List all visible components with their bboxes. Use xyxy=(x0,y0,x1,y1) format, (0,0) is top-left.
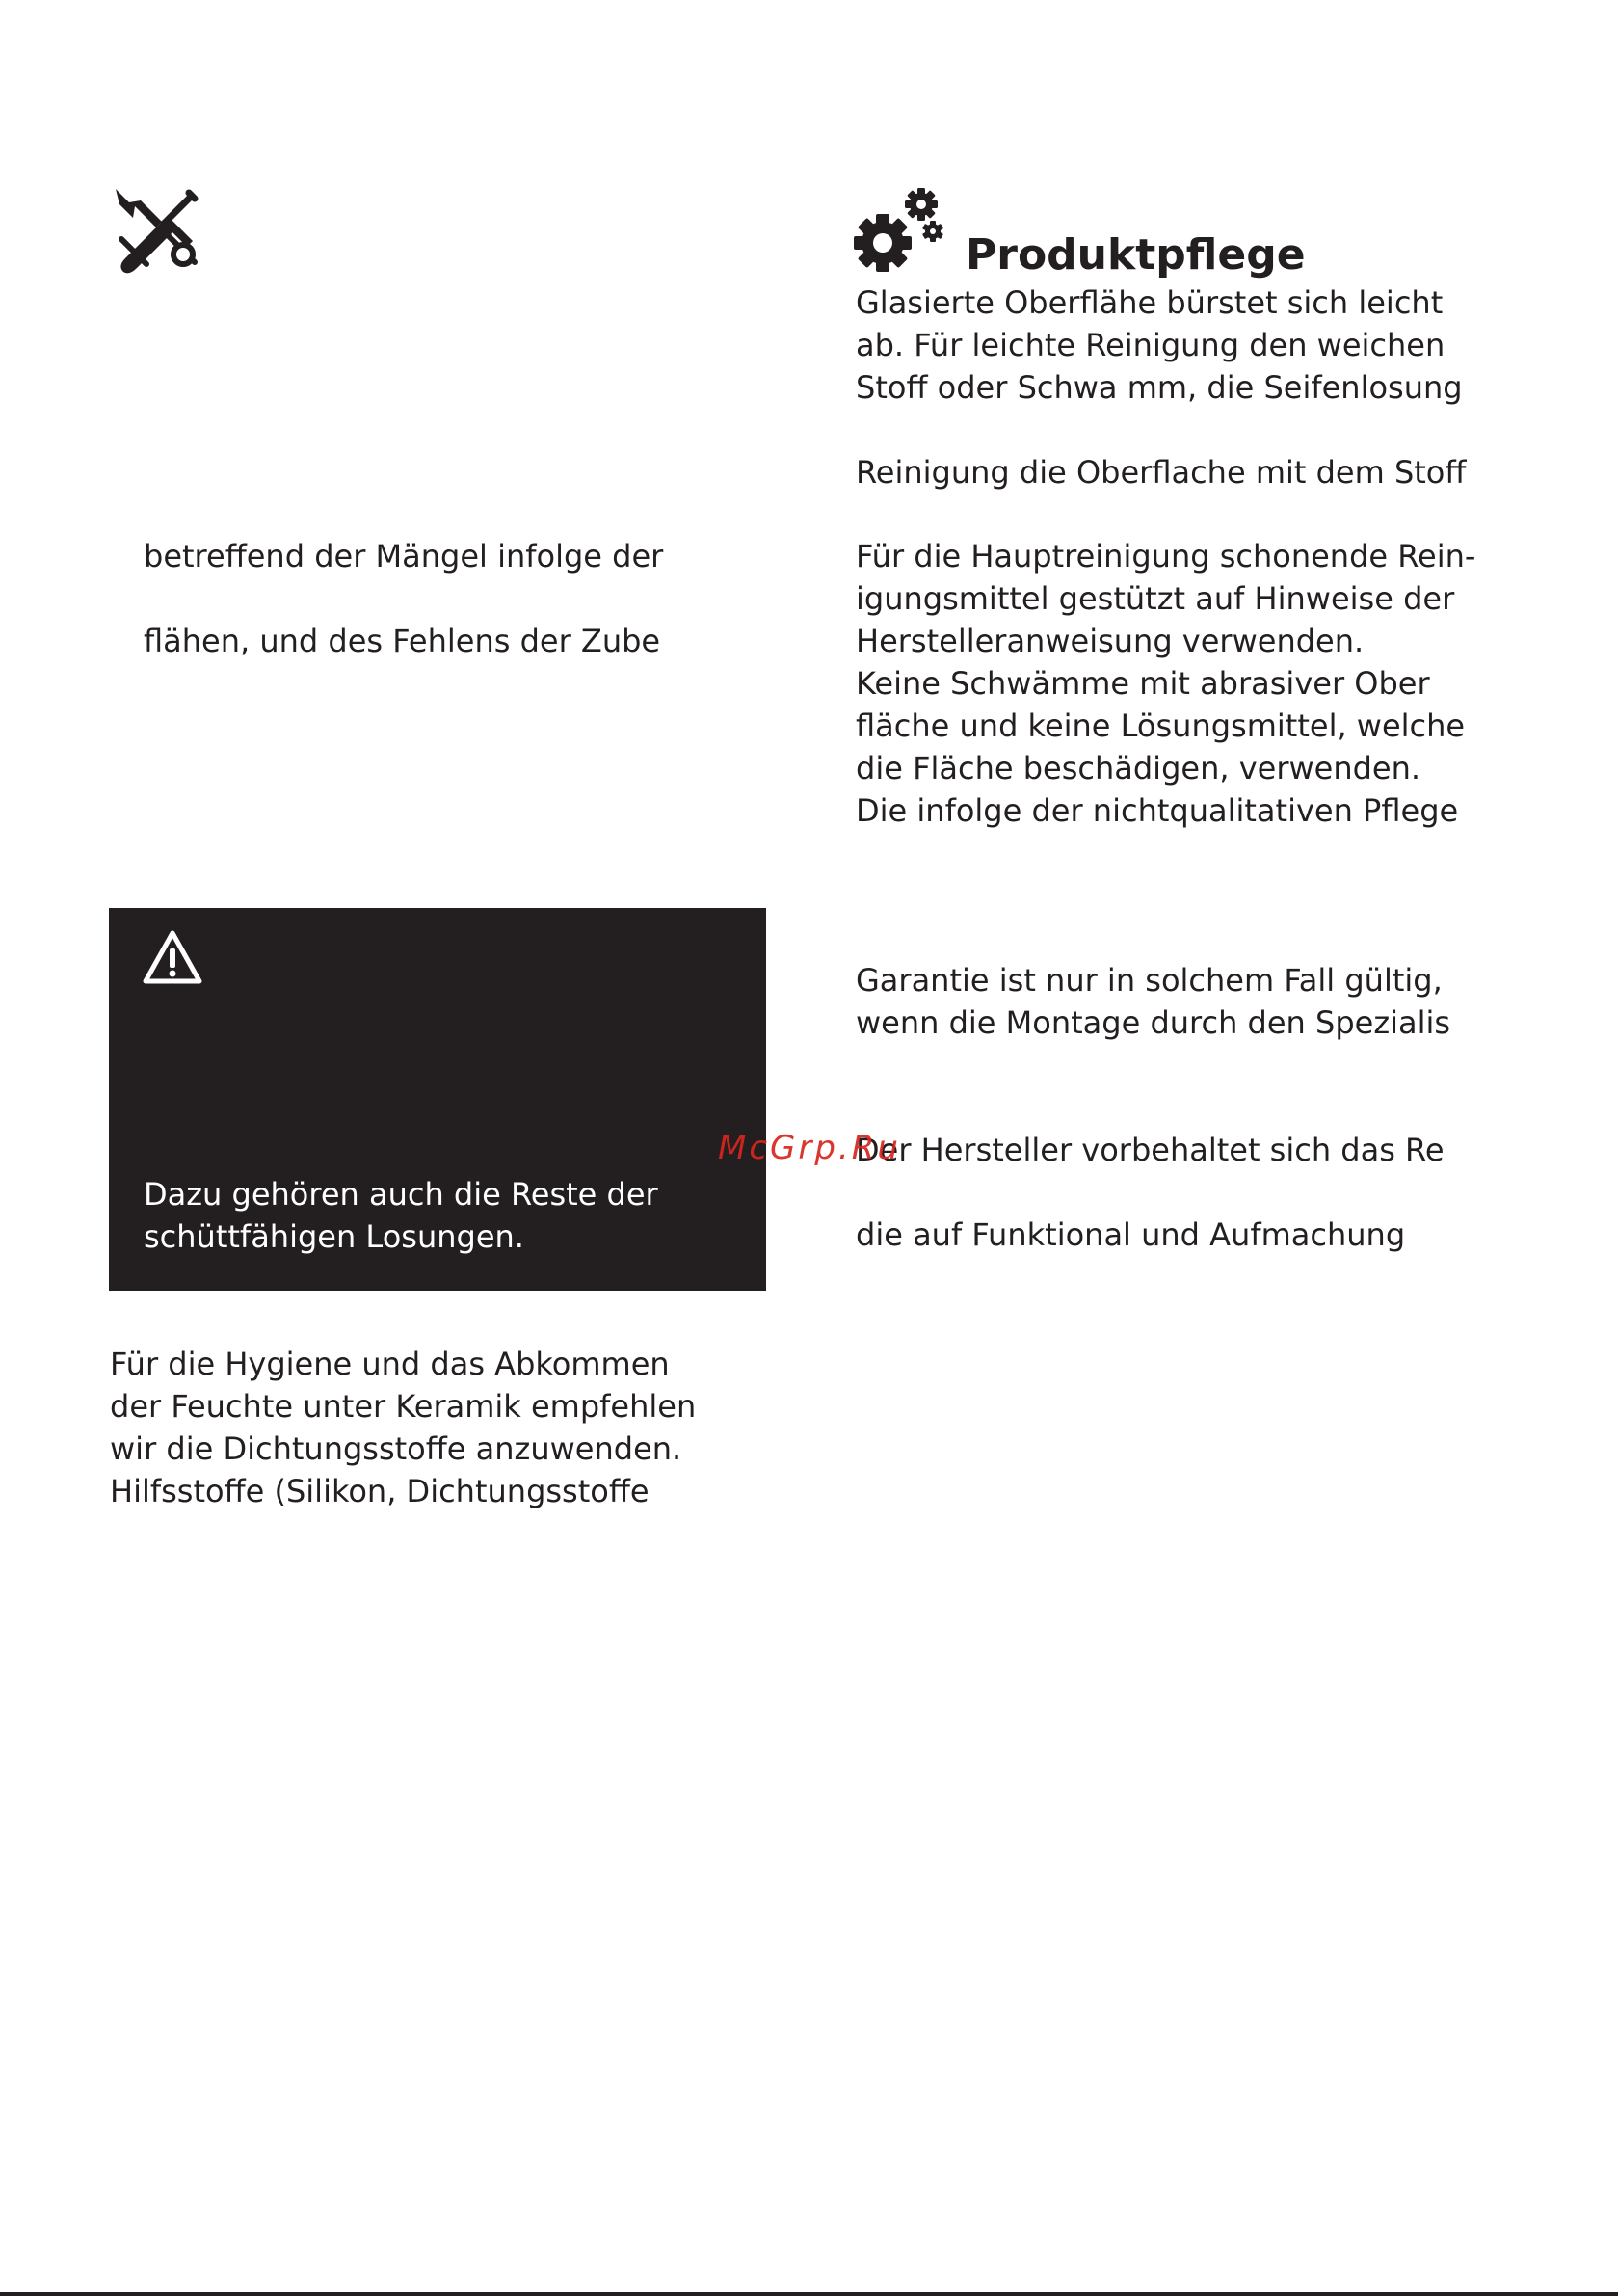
paragraph-2-line: der Feuchte unter Keramik empfehlen xyxy=(110,1388,697,1425)
paragraph-1-line: flähen, und des Fehlens der Zube xyxy=(144,623,661,659)
body-line: Keine Schwämme mit abrasiver Ober xyxy=(856,665,1430,702)
body-line: Reinigung die Oberflache mit dem Stoff xyxy=(856,454,1467,491)
warning-line: schüttfähigen Losungen. xyxy=(144,1218,524,1255)
body-line: ab. Für leichte Reinigung den weichen xyxy=(856,327,1446,363)
paragraph-2-line: Hilfsstoffe (Silikon, Dichtungsstoffe xyxy=(110,1473,650,1509)
tools-icon xyxy=(108,183,200,276)
paragraph-2-line: wir die Dichtungsstoffe anzuwenden. xyxy=(110,1430,682,1467)
body-line: Die infolge der nichtqualitativen Pflege xyxy=(856,792,1459,829)
body-line: Garantie ist nur in solchem Fall gültig, xyxy=(856,962,1443,999)
body-line: igungsmittel gestützt auf Hinweise der xyxy=(856,580,1455,617)
paragraph-2-line: Für die Hygiene und das Abkommen xyxy=(110,1346,670,1382)
body-line: die auf Funktional und Aufmachung xyxy=(856,1216,1406,1253)
body-line: Für die Hauptreinigung schonende Rein- xyxy=(856,538,1476,574)
body-line: die Fläche beschädigen, verwenden. xyxy=(856,750,1421,787)
watermark: McGrp.Ru xyxy=(718,1129,901,1167)
footer-rule xyxy=(0,2292,1618,2296)
gears-icon xyxy=(852,185,944,274)
warning-box xyxy=(109,908,766,1291)
warning-line: Dazu gehören auch die Reste der xyxy=(144,1176,658,1213)
body-line: Stoff oder Schwa mm, die Seifenlosung xyxy=(856,369,1463,406)
paragraph-1-line: betreffend der Mängel infolge der xyxy=(144,538,664,574)
body-line: wenn die Montage durch den Spezialis xyxy=(856,1004,1451,1041)
warning-triangle-icon xyxy=(142,929,203,985)
section-title: Produktpflege xyxy=(966,230,1306,280)
body-line: Herstelleranweisung verwenden. xyxy=(856,623,1365,659)
body-line: fläche und keine Lösungsmittel, welche xyxy=(856,707,1466,744)
body-line: Der Hersteller vorbehaltet sich das Re xyxy=(856,1132,1445,1168)
body-line: Glasierte Oberflähe bürstet sich leicht xyxy=(856,284,1444,321)
